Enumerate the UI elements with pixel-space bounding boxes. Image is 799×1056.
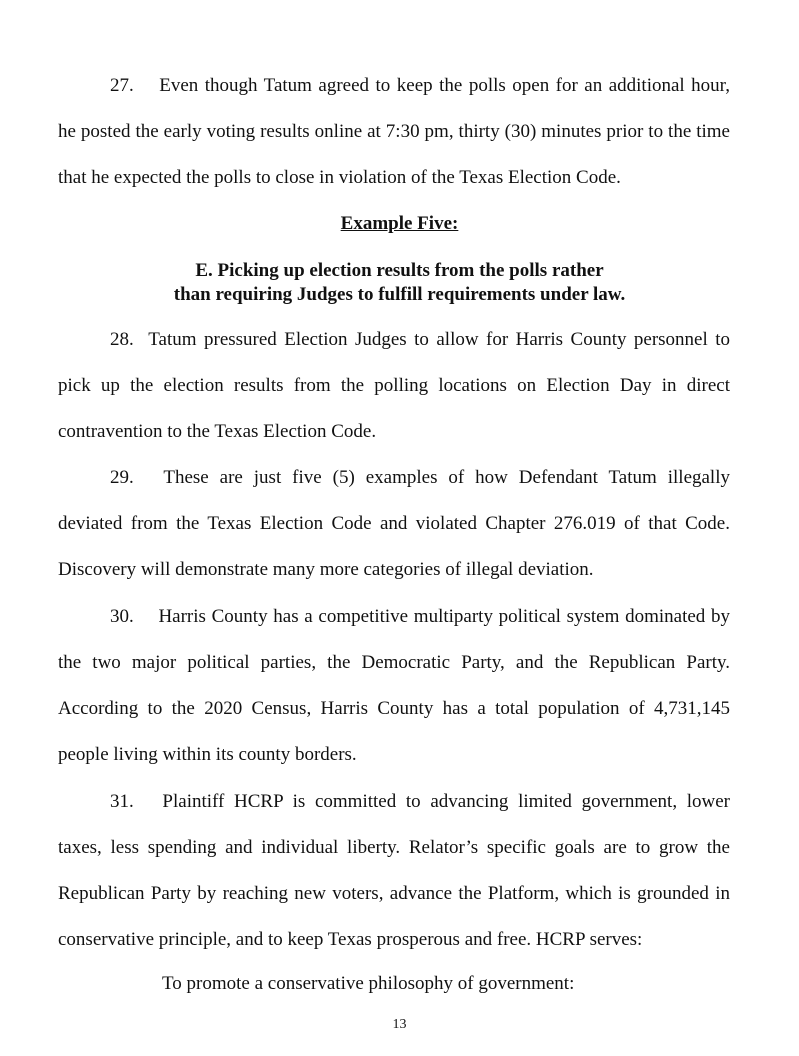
subheading-line-1: E. Picking up election results from the polls rather bbox=[195, 260, 604, 281]
subheading-line-2: than requiring Judges to fulfill requirements under law. bbox=[173, 284, 626, 305]
section-heading: Example Five: bbox=[340, 213, 459, 234]
paragraph-30: 30. Harris County has a competitive multiparty political system dominated by the two major political parties, the Democratic Party, and the Republican Party. According to the 2020 Census, Harris County has a total population of 4,731,145 people living within its county borders. bbox=[58, 606, 730, 765]
quote-line: To promote a conservative philosophy of government: bbox=[162, 973, 575, 994]
paragraph-31: 31. Plaintiff HCRP is committed to advancing limited government, lower taxes, less spending and individual liberty. Relator’s specific goals are to grow the Republican Party by reaching new voters, advance the Platform, which is grounded in conservative principle, and to keep Texas prosperous and free. HCRP serves: bbox=[58, 791, 730, 950]
subheading bbox=[0, 259, 799, 307]
paragraph-28: 28. Tatum pressured Election Judges to allow for Harris County personnel to pick up the election results from the polling locations on Election Day in direct contravention to the Texas Election Code. bbox=[58, 329, 730, 442]
paragraph-29: 29. These are just five (5) examples of how Defendant Tatum illegally deviated from the Texas Election Code and violated Chapter 276.019 of that Code. Discovery will demonstrate many more categories of illegal deviation. bbox=[58, 467, 730, 580]
paragraph-27: 27. Even though Tatum agreed to keep the polls open for an additional hour, he posted the early voting results online at 7:30 pm, thirty (30) minutes prior to the time that he expected the polls to close in violation of the Texas Election Code. bbox=[58, 75, 730, 188]
page-number: 13 bbox=[392, 1017, 407, 1032]
